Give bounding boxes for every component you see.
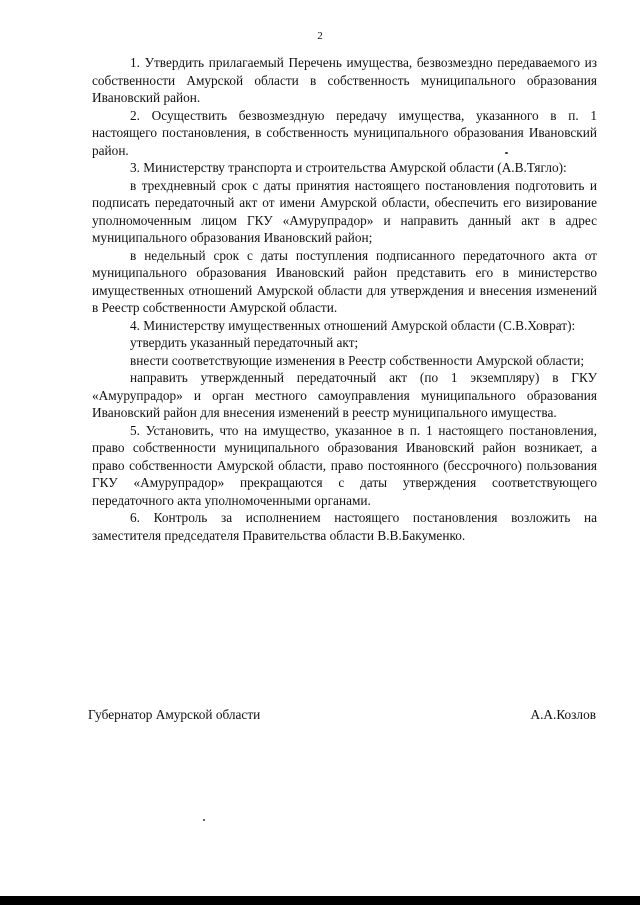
scan-speck [203,819,205,821]
paragraph-3-item-1: в трехдневный срок с даты принятия настоящего постановления подготовить и подписать передаточный акт от имени Амурской области, обеспечить его визирование уполномоченным лицом ГКУ «Амурупрадор» и направить данный акт в адрес муниципального образования Ивановский район; [92,177,597,245]
page-number: 2 [317,30,323,42]
document-body [92,54,597,544]
paragraph-2: 2. Осуществить безвозмездную передачу имущества, указанного в п. 1 настоящего постановления, в собственность муниципального образования Ивановский район. [92,107,597,158]
paragraph-5: 5. Установить, что на имущество, указанное в п. 1 настоящего постановления, право собственности муниципального образования Ивановский район возникает, а право собственности Амурской области, право постоянного (бессрочного) пользования ГКУ «Амурупрадор» прекращаются с даты утверждения соответствующего передаточного акта уполномоченными органами. [92,422,597,508]
signatory-name: А.А.Козлов [530,707,596,722]
paragraph-4-item-3: направить утвержденный передаточный акт (по 1 экземпляру) в ГКУ «Амурупрадор» и орган местного самоуправления муниципального образования Ивановский район для внесения изменений в реестр муниципального имущества. [92,370,597,420]
signatory-title: Губернатор Амурской области [88,707,261,722]
paragraph-4: 4. Министерству имущественных отношений Амурской области (С.В.Ховрат): [130,317,576,333]
paragraph-4-item-1: утвердить указанный передаточный акт; [130,335,359,350]
scan-speck [505,152,508,154]
paragraph-3: 3. Министерству транспорта и строительства Амурской области (А.В.Тягло): [130,160,567,175]
paragraph-6: 6. Контроль за исполнением настоящего постановления возложить на заместителя председателя Правительства области В.В.Бакуменко. [92,510,597,543]
paragraph-4-item-2: внести соответствующие изменения в Реестр собственности Амурской области; [130,352,585,368]
scan-edge [0,896,640,905]
paragraph-1: 1. Утвердить прилагаемый Перечень имущества, безвозмездно передаваемого из собственности Амурской области в собственность муниципального образования Ивановский район. [92,55,597,105]
paragraph-3-item-2: в недельный срок с даты поступления подписанного передаточного акта от муниципального образования Ивановский район представить его в министерство имущественных отношений Амурской области для утверждения и внесения изменений в Реестр собственности Амурской области. [92,247,597,315]
